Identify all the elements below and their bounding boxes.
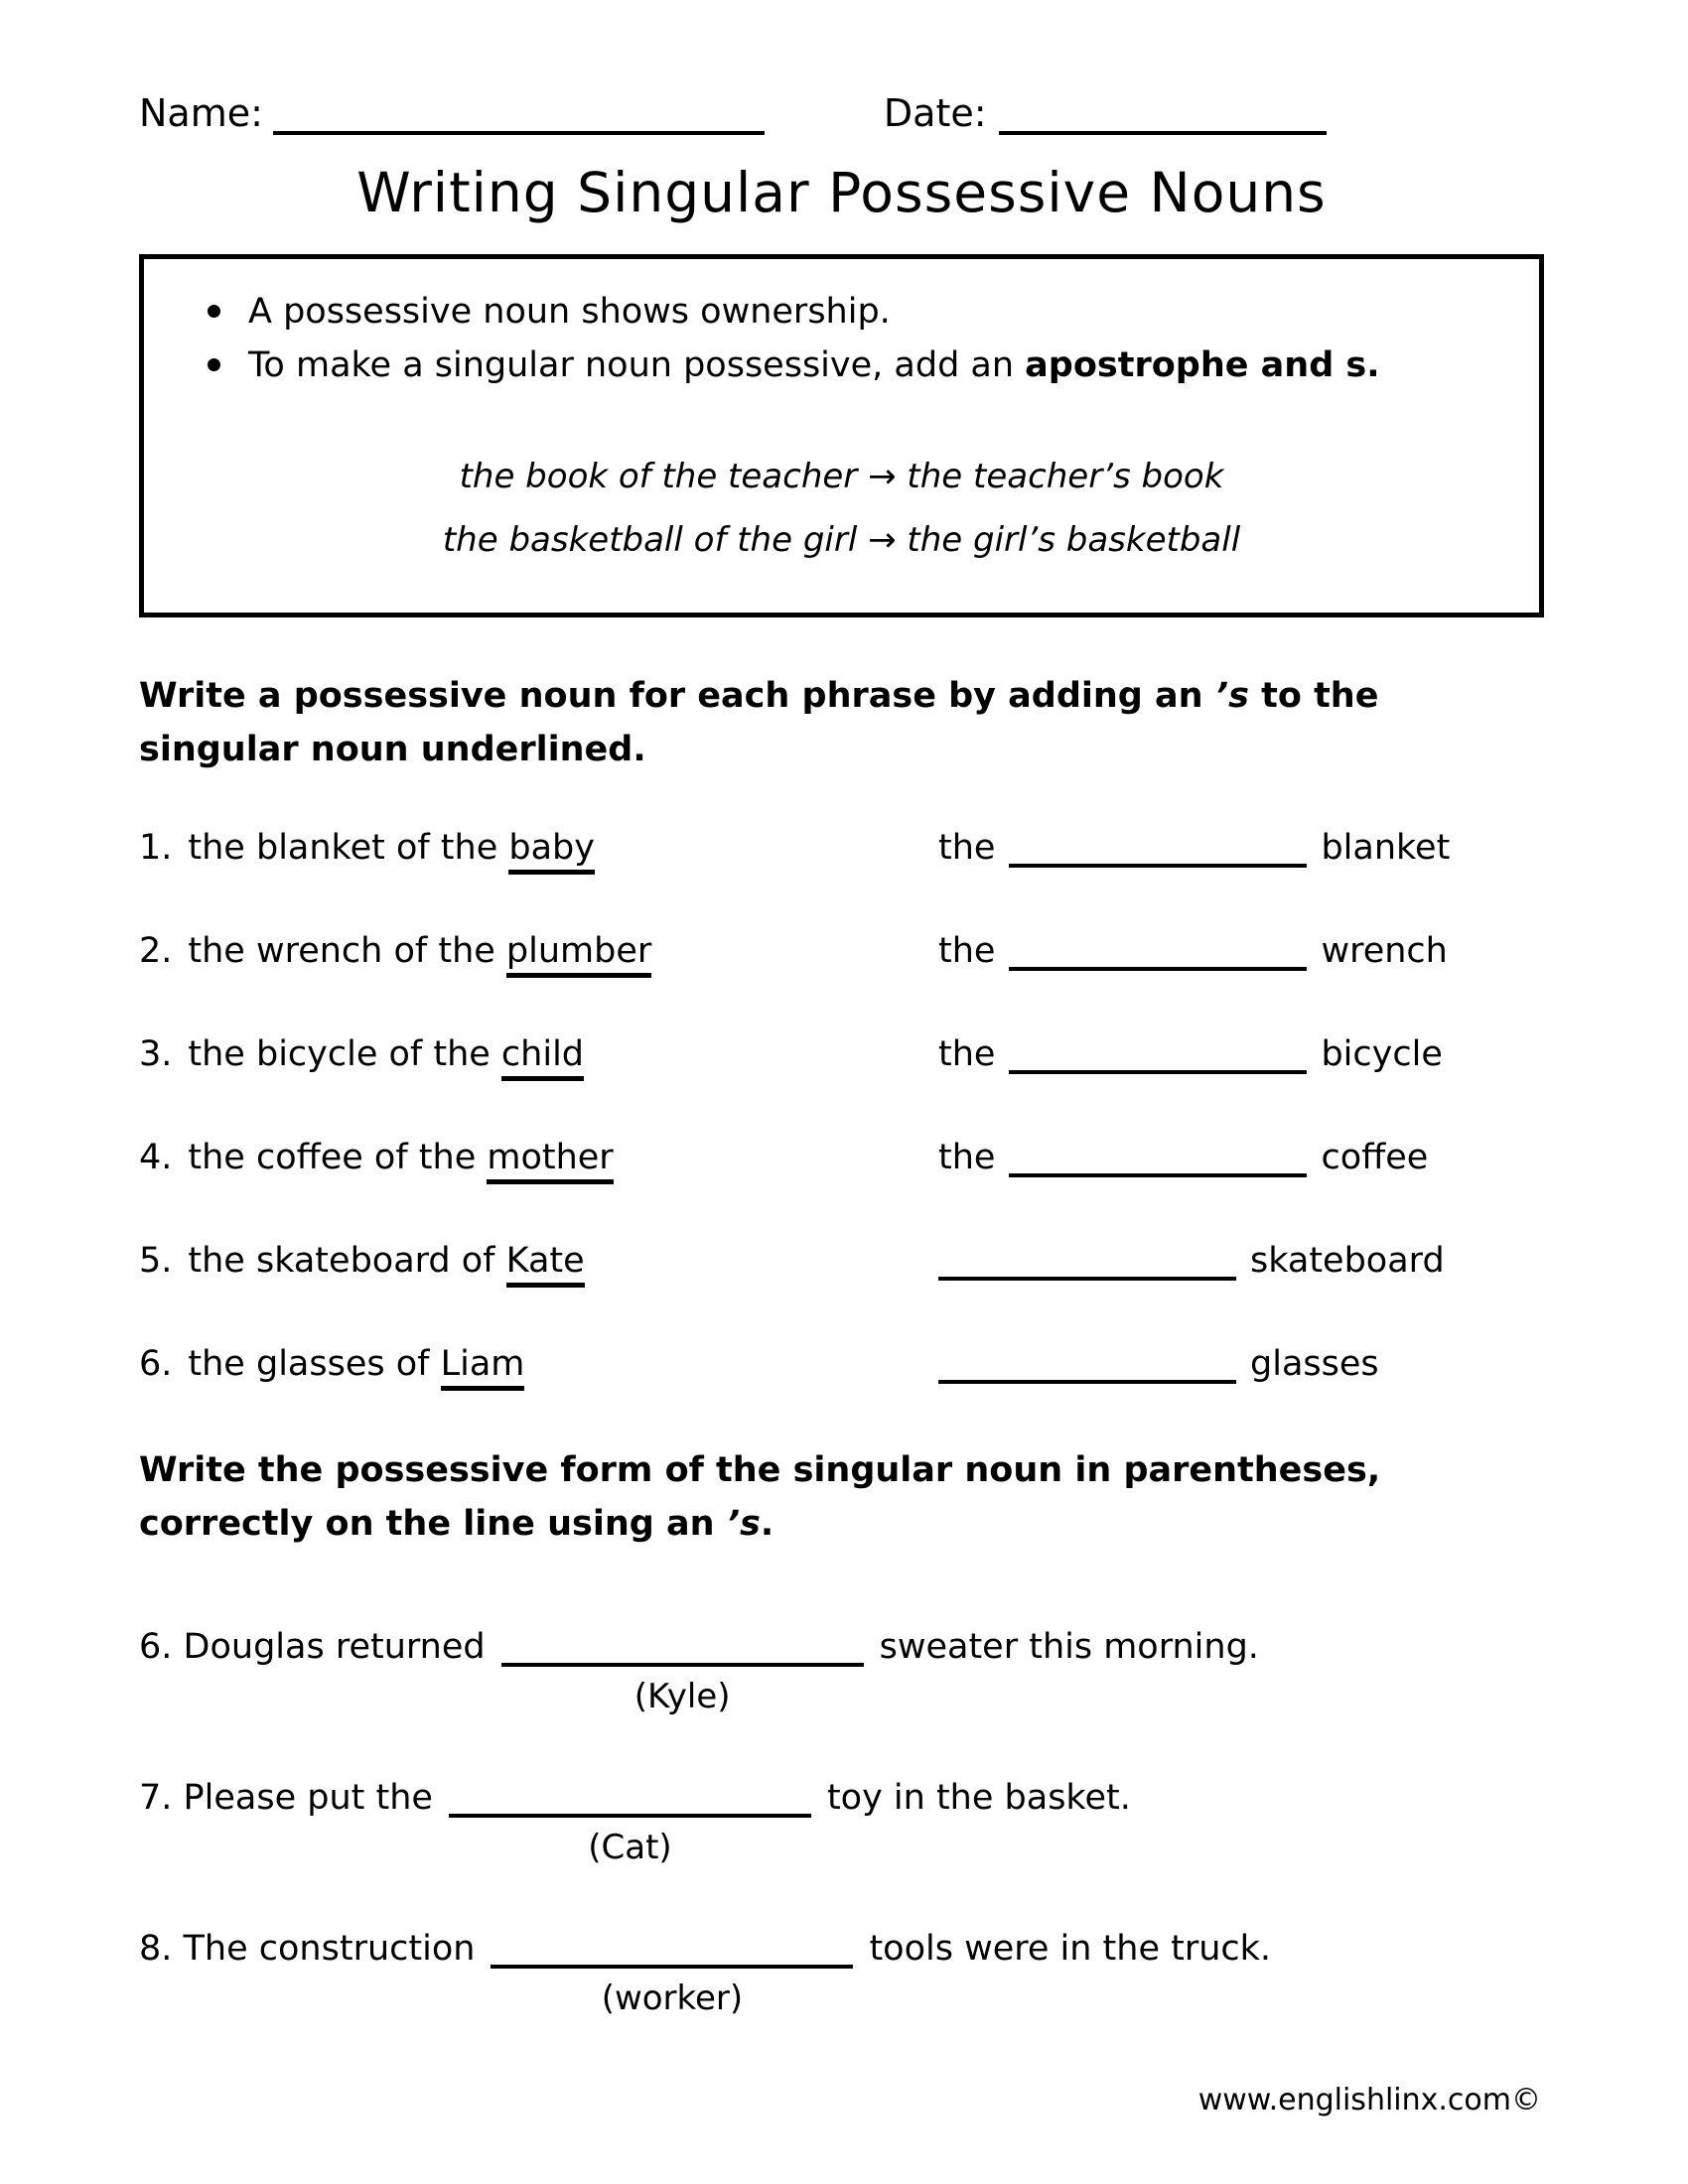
worksheet-item-5 — [139, 1237, 1544, 1281]
sentence-text: Douglas returned — [183, 1626, 486, 1667]
rule-item — [178, 339, 1505, 392]
sentence-start — [139, 1929, 491, 1969]
page-title: Writing Singular Possessive Nouns — [356, 161, 1327, 224]
example-line: the basketball of the girl → the girl’s basketball — [442, 520, 1241, 561]
underlined-noun: mother — [487, 1138, 613, 1184]
answer-blank-line — [1009, 927, 1307, 971]
name-label: Name: — [139, 91, 263, 135]
bullet-icon — [208, 358, 220, 371]
sentence-end: tools were in the truck. — [869, 1928, 1272, 1969]
item-number: 7. — [139, 1777, 173, 1818]
phrase-text — [188, 1344, 524, 1384]
worksheet-item-1 — [139, 824, 1544, 868]
answer-blank-line — [1009, 1134, 1307, 1177]
answer-blank-line — [1009, 824, 1307, 868]
item-phrase — [139, 1034, 938, 1074]
phrase-text — [188, 1034, 584, 1074]
item-answer — [938, 1030, 1443, 1074]
apostrophe-s: ’s — [726, 1504, 761, 1545]
sentence-item-6 — [139, 1621, 1544, 1716]
answer-prefix: the — [938, 931, 996, 972]
item-answer — [938, 1237, 1445, 1281]
date-blank-line — [999, 91, 1327, 135]
section2-instruction — [139, 1443, 1509, 1552]
section1-items — [139, 824, 1544, 1384]
item-number: 4. — [139, 1138, 173, 1178]
item-number: 5. — [139, 1241, 173, 1282]
date-label: Date: — [883, 91, 987, 135]
worksheet-item-2 — [139, 927, 1544, 971]
parenthetical-noun: (Kyle) — [633, 1676, 731, 1716]
sentence-end: sweater this morning. — [879, 1626, 1259, 1667]
parenthetical-noun: (worker) — [601, 1978, 744, 2018]
item-number: 6. — [139, 1626, 173, 1667]
phrase-plain: the coffee of the — [188, 1138, 488, 1178]
name-field-group — [139, 91, 765, 135]
item-answer — [938, 1134, 1428, 1177]
parenthetical-noun: (Cat) — [588, 1827, 672, 1867]
item-number: 2. — [139, 931, 173, 972]
item-number: 3. — [139, 1034, 173, 1075]
example-line: the book of the teacher → the teacher’s book — [459, 456, 1224, 496]
item-number: 1. — [139, 828, 173, 869]
answer-suffix: skateboard — [1250, 1241, 1445, 1282]
rule-item — [178, 285, 1505, 339]
site-credit: www.englishlinx.com© — [1197, 2083, 1541, 2117]
answer-suffix: glasses — [1250, 1344, 1379, 1385]
phrase-text — [188, 931, 651, 971]
phrase-text — [188, 1241, 584, 1281]
phrase-plain: the blanket of the — [188, 828, 509, 869]
answer-suffix: blanket — [1321, 828, 1451, 869]
answer-suffix: coffee — [1321, 1138, 1429, 1178]
underlined-noun: Liam — [441, 1344, 525, 1391]
worksheet-item-4 — [139, 1134, 1544, 1177]
item-number: 6. — [139, 1344, 173, 1385]
phrase-plain: the wrench of the — [188, 931, 506, 972]
sentence-text: The construction — [183, 1928, 476, 1969]
sentence-item-8 — [139, 1923, 1544, 2018]
phrase-text — [188, 1138, 613, 1177]
instruction-text: to the singular noun underlined. — [139, 675, 1379, 769]
instruction-text: Write the possessive form of the singular noun in parentheses, correctly on the line using an — [139, 1450, 1381, 1545]
sentence-start — [139, 1627, 501, 1667]
sentence-text: Please put the — [183, 1777, 433, 1818]
rules-box — [139, 254, 1544, 617]
rule-text-bold: apostrophe and s. — [1025, 345, 1380, 386]
item-number: 8. — [139, 1928, 173, 1969]
item-answer — [938, 927, 1448, 971]
instruction-text: . — [760, 1504, 774, 1545]
answer-prefix: the — [938, 828, 996, 869]
answer-prefix: the — [938, 1034, 996, 1075]
item-phrase — [139, 931, 938, 971]
item-phrase — [139, 1241, 938, 1281]
underlined-noun: child — [501, 1034, 584, 1081]
phrase-plain: the glasses of — [188, 1344, 441, 1385]
answer-blank-line — [938, 1237, 1236, 1281]
answer-suffix: bicycle — [1321, 1034, 1443, 1075]
rule-text: A possessive noun shows ownership. — [248, 292, 891, 332]
bullet-icon — [208, 305, 220, 318]
phrase-plain: the bicycle of the — [188, 1034, 501, 1075]
item-phrase — [139, 1138, 938, 1177]
item-phrase — [139, 828, 938, 868]
answer-blank-line — [449, 1772, 811, 1818]
answer-blank-line — [501, 1621, 864, 1667]
answer-blank-line — [938, 1340, 1236, 1384]
phrase-plain: the skateboard of — [188, 1241, 506, 1282]
rule-text — [248, 339, 1380, 392]
item-answer — [938, 1340, 1379, 1384]
answer-blank-line — [491, 1923, 853, 1969]
name-blank-line — [273, 91, 765, 135]
sentence-start — [139, 1778, 449, 1818]
item-answer — [938, 824, 1450, 868]
header — [139, 91, 1544, 135]
worksheet-item-6 — [139, 1340, 1544, 1384]
section2-items — [139, 1621, 1544, 2018]
sentence-item-7 — [139, 1772, 1544, 1867]
examples-block — [178, 445, 1505, 573]
date-field-group — [884, 91, 1327, 135]
item-phrase — [139, 1344, 938, 1384]
phrase-text — [188, 828, 595, 868]
worksheet-item-3 — [139, 1030, 1544, 1074]
section1-instruction — [139, 669, 1509, 777]
underlined-noun: plumber — [506, 931, 651, 978]
answer-prefix: the — [938, 1138, 996, 1178]
rule-text-plain: To make a singular noun possessive, add an — [248, 345, 1026, 386]
answer-suffix: wrench — [1321, 931, 1448, 972]
answer-blank-line — [1009, 1030, 1307, 1074]
instruction-text: Write a possessive noun for each phrase by adding an — [139, 675, 1215, 716]
underlined-noun: baby — [508, 828, 595, 875]
apostrophe-s: ’s — [1214, 675, 1249, 716]
underlined-noun: Kate — [506, 1241, 585, 1288]
sentence-end: toy in the basket. — [826, 1777, 1131, 1818]
